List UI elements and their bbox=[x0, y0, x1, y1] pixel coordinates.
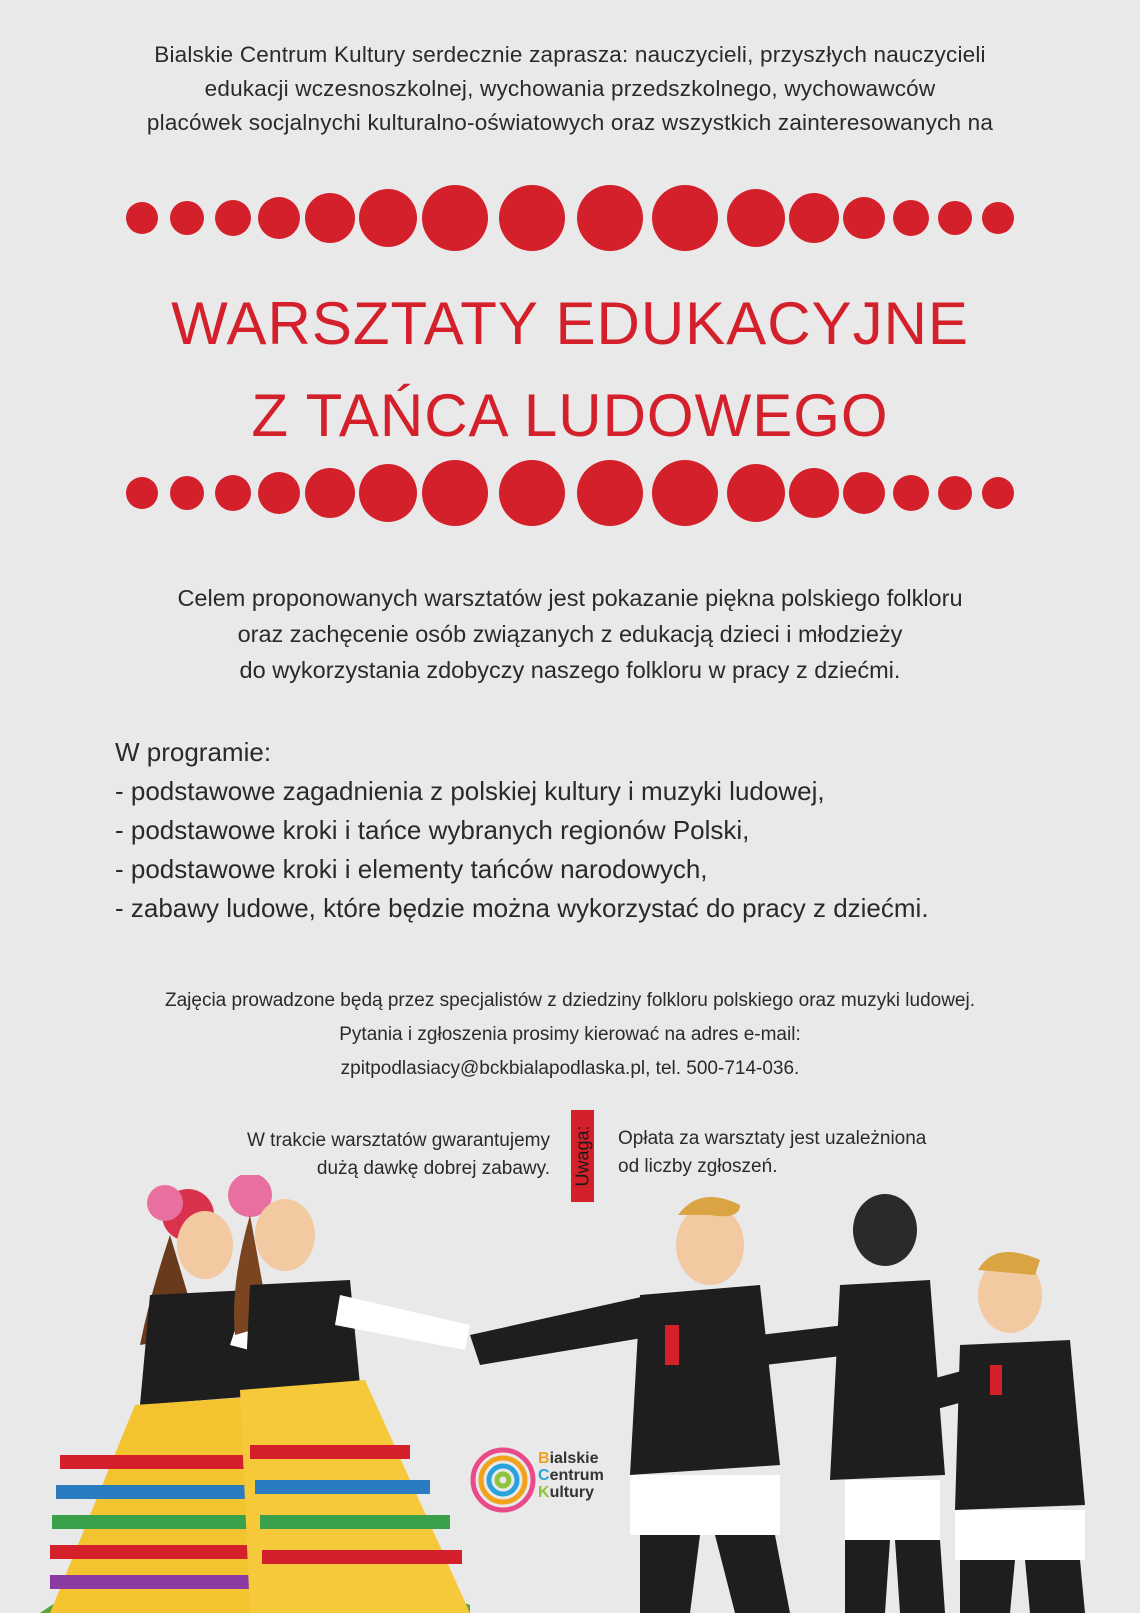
title-line-1: WARSZTATY EDUKACYJNE bbox=[171, 290, 969, 357]
boy-dancer-center bbox=[470, 1197, 790, 1613]
dot bbox=[727, 464, 785, 522]
fee-note bbox=[618, 1125, 926, 1181]
decorative-dots-bottom bbox=[0, 453, 1140, 533]
dot bbox=[577, 185, 643, 251]
aim-line-3: do wykorzystania zdobyczy naszego folkloru w pracy z dziećmi. bbox=[239, 657, 901, 683]
dot bbox=[305, 193, 355, 243]
contact-prompt: Pytania i zgłoszenia prosimy kierować na adres e-mail: bbox=[339, 1024, 801, 1045]
intro-line-3: placówek socjalnychi kulturalno-oświatowych oraz wszystkich zainteresowanych na bbox=[146, 110, 994, 135]
program-item: - podstawowe zagadnienia z polskiej kultury i muzyki ludowej, bbox=[115, 776, 825, 806]
dot bbox=[215, 475, 251, 511]
instructors-note: Zajęcia prowadzone będą przez specjalistów z dziedziny folkloru polskiego oraz muzyki ludowej. bbox=[164, 990, 975, 1011]
dancing-children-illustration bbox=[0, 1175, 1140, 1613]
dot bbox=[727, 189, 785, 247]
dot bbox=[652, 460, 718, 526]
dot bbox=[258, 472, 300, 514]
note-right-line-1: Opłata za warsztaty jest uzależniona bbox=[618, 1128, 927, 1149]
uwaga-label: Uwaga: bbox=[572, 1125, 592, 1187]
dot bbox=[215, 200, 251, 236]
aim-line-1: Celem proponowanych warsztatów jest pokazanie piękna polskiego folkloru bbox=[177, 585, 963, 611]
dot bbox=[938, 476, 972, 510]
program-section bbox=[115, 733, 1095, 928]
program-item: - podstawowe kroki i elementy tańców narodowych, bbox=[115, 854, 708, 884]
dot bbox=[893, 200, 929, 236]
logo-line-2: Centrum bbox=[538, 1467, 604, 1484]
logo-line-3: Kultury bbox=[538, 1484, 595, 1501]
dot bbox=[893, 475, 929, 511]
dot bbox=[843, 197, 885, 239]
bck-logo-icon bbox=[473, 1450, 533, 1510]
intro-line-1: Bialskie Centrum Kultury serdecznie zaprasza: nauczycieli, przyszłych nauczycieli bbox=[154, 42, 986, 67]
dot bbox=[789, 193, 839, 243]
aim-line-2: oraz zachęcenie osób związanych z edukacją dzieci i młodzieży bbox=[237, 621, 903, 647]
note-right-line-2: od liczby zgłoszeń. bbox=[618, 1156, 778, 1177]
aim-paragraph bbox=[40, 580, 1100, 688]
contact-email-phone: zpitpodlasiacy@bckbialapodlaska.pl, tel. 500-714-036. bbox=[340, 1058, 800, 1079]
dot bbox=[258, 197, 300, 239]
logo-line-1: Bialskie bbox=[538, 1450, 599, 1467]
note-left-line-2: dużą dawkę dobrej zabawy. bbox=[316, 1158, 550, 1179]
contact-info bbox=[40, 984, 1100, 1086]
intro-text bbox=[40, 38, 1100, 140]
dot bbox=[652, 185, 718, 251]
dot bbox=[126, 202, 158, 234]
decorative-dots-top bbox=[0, 178, 1140, 258]
dot bbox=[789, 468, 839, 518]
dot bbox=[499, 460, 565, 526]
title-line-2: Z TAŃCA LUDOWEGO bbox=[251, 382, 889, 449]
bck-logo-text bbox=[538, 1450, 604, 1501]
note-left-line-1: W trakcie warsztatów gwarantujemy bbox=[246, 1130, 550, 1151]
dot bbox=[938, 201, 972, 235]
dot bbox=[577, 460, 643, 526]
program-item: - zabawy ludowe, które będzie można wykorzystać do pracy z dziećmi. bbox=[115, 893, 929, 923]
dot bbox=[422, 460, 488, 526]
dot bbox=[359, 464, 417, 522]
dot bbox=[843, 472, 885, 514]
dot bbox=[982, 202, 1014, 234]
dot bbox=[170, 201, 204, 235]
dot bbox=[422, 185, 488, 251]
program-heading: W programie: bbox=[115, 737, 272, 767]
dot bbox=[126, 477, 158, 509]
dot bbox=[982, 477, 1014, 509]
dot bbox=[359, 189, 417, 247]
program-item: - podstawowe kroki i tańce wybranych regionów Polski, bbox=[115, 815, 750, 845]
girl-dancer-center bbox=[228, 1175, 470, 1613]
intro-line-2: edukacji wczesnoszkolnej, wychowania przedszkolnego, wychowawców bbox=[204, 76, 936, 101]
dot bbox=[170, 476, 204, 510]
dot bbox=[305, 468, 355, 518]
dot bbox=[499, 185, 565, 251]
page-title bbox=[0, 278, 1140, 462]
